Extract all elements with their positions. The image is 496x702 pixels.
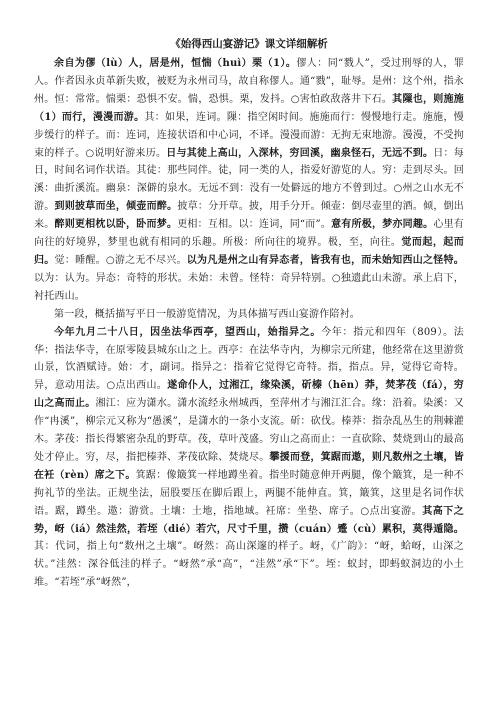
source-text: 今年九月二十八日，因坐法华西亭，望西山，始指异之。 xyxy=(54,326,322,338)
source-text: 到则披草而坐，倾壶而醉。 xyxy=(54,201,178,213)
document-body xyxy=(34,55,464,592)
annotation-text: 以为：认为。异态：奇特的形状。未始：未曾。怪特：奇异特别。○独遗此山未游。承上启下，衬托西山。 xyxy=(34,272,464,302)
paragraph xyxy=(34,324,464,593)
annotation-text: 今年：指元和四年（809）。法华：指法华寺，在原零陵县城东山之上。西亭：在法华寺内，为柳宗元所建，他经常在这里游赏山景，饮酒赋诗。始：才，副词。指异之：指着它觉得它奇特。指，指点。异，觉得它奇特。异，意动用法。○点出西山。 xyxy=(34,326,465,392)
source-text: 醉则更相枕以卧，卧而梦。 xyxy=(54,219,178,231)
source-text: 以为凡是州之山有异态者，皆我有也，而未始知西山之怪特。 xyxy=(186,254,464,266)
source-text: 日与其徒上高山，入深林，穷回溪，幽泉怪石，无远不到。 xyxy=(166,147,434,159)
source-text: 觉而起，起而归。 xyxy=(34,237,465,266)
annotation-text: 觉：睡醒。○游之无不尽兴。 xyxy=(54,254,187,266)
annotation-text: 湘江：应为潇水。潇水流经永州城西，至萍州才与湘江汇合。缘：沿着。染溪：又作“冉溪”，柳宗元又称为“愚溪”，是潇水的一条小支流。斫：砍伐。榛莽：指杂乱丛生的荆棘灌木。茅茷：指长得繁密杂乱的野草。茷，草叶茂盛。穷山之高而止：一直砍除、焚烧到山的最高处才停止。穷，尽，指把榛莽、茅茷砍除、焚烧尽。 xyxy=(34,398,464,463)
paragraph xyxy=(34,306,464,324)
source-text: 余自为僇（lù）人，居是州，恒惴（huì）栗（1）。 xyxy=(54,58,297,69)
document-page xyxy=(34,36,464,592)
annotation-text: 披草：分开草。披，用手分开。倾壶：倒尽壶里的酒。倾，倒出来。 xyxy=(34,201,464,231)
paragraph xyxy=(34,55,464,306)
annotation-text: 心里有向往的好境界，梦里也就有相同的乐趣。所极：所向往的境界。极，至，向往。 xyxy=(34,219,464,249)
document-title: 《始得西山宴游记》课文详细解析 xyxy=(170,38,328,50)
annotation-text: 其：代词，指上句“数州之土壤”。岈然：高山深邃的样子。岈，《广韵》：“岈，蛤岈，山深之状。”洼然：深谷低洼的样子。“岈然”承“高”，“洼然”承“下”。垤：蚁封，即蚂蚁洞边的小土堆。“若垤”承“岈然”， xyxy=(34,541,464,589)
annotation-text: 其：如果，连词。隟：指空闲时间。施施而行：慢慢地行走。施施，慢步缓行的样子。而：连词，连接状语和中心词，不译。漫漫而游：无拘无束地游。漫漫，不受拘束的样子。○说明好游来历。 xyxy=(34,111,464,159)
source-text: 其高下之势，岈（iá）然洼然，若垤（dié）若穴，尺寸千里，攒（cuán）蹙（cù）累积，莫得遁隐。 xyxy=(34,505,464,535)
annotation-text: 更相：互相。以：连词，同“而”。 xyxy=(177,219,332,231)
annotation-text: 箕踞：像簸箕一样地蹲坐着。指坐时随意伸开两腿，像个簸箕，是一种不拘礼节的坐法。正规坐法，屈股要压在脚后跟上，两腿不能伸直。箕，簸箕，这里是名词作状语。踞，蹲坐。遨：游赏。土壤：土地，指地域。衽席：坐垫、席子。○点出宴游。 xyxy=(34,469,464,517)
annotation-text: 僇人：同“戮人”，受过刑辱的人，罪人。作者因永贞革新失败，被贬为永州司马，故自称僇人。通“戮”，耻辱。是州：这个州，指永州。恒：常常。惴栗：恐惧不安。惴，恐惧。栗，发抖。○害怕政敌落井下石。 xyxy=(34,58,465,105)
source-text: 其隟也，则施施（1）而行，漫漫而游。 xyxy=(34,93,464,123)
annotation-text: 日：每日，时间名词作状语。其徒：那些同伴。徒，同一类的人，指爱好游览的人。穷：走到尽头。回溪：曲折溪流。幽泉：深僻的泉水。无远不到：没有一处僻远的地方不曾到过。○州之山水无不游。 xyxy=(34,147,464,213)
source-text: 攀援而登，箕踞而遨，则凡数州之土壤，皆在衽（rèn）席之下。 xyxy=(34,451,464,481)
source-text: 意有所极，梦亦同趣。 xyxy=(331,219,434,231)
annotation-text: 第一段，概括描写平日一般游览情况，为具体描写西山宴游作陪衬。 xyxy=(54,308,360,320)
source-text: 遂命仆人，过湘江，缘染溪，斫榛（hēn）莽，焚茅茷（fá），穷山之高而止。 xyxy=(34,380,465,410)
